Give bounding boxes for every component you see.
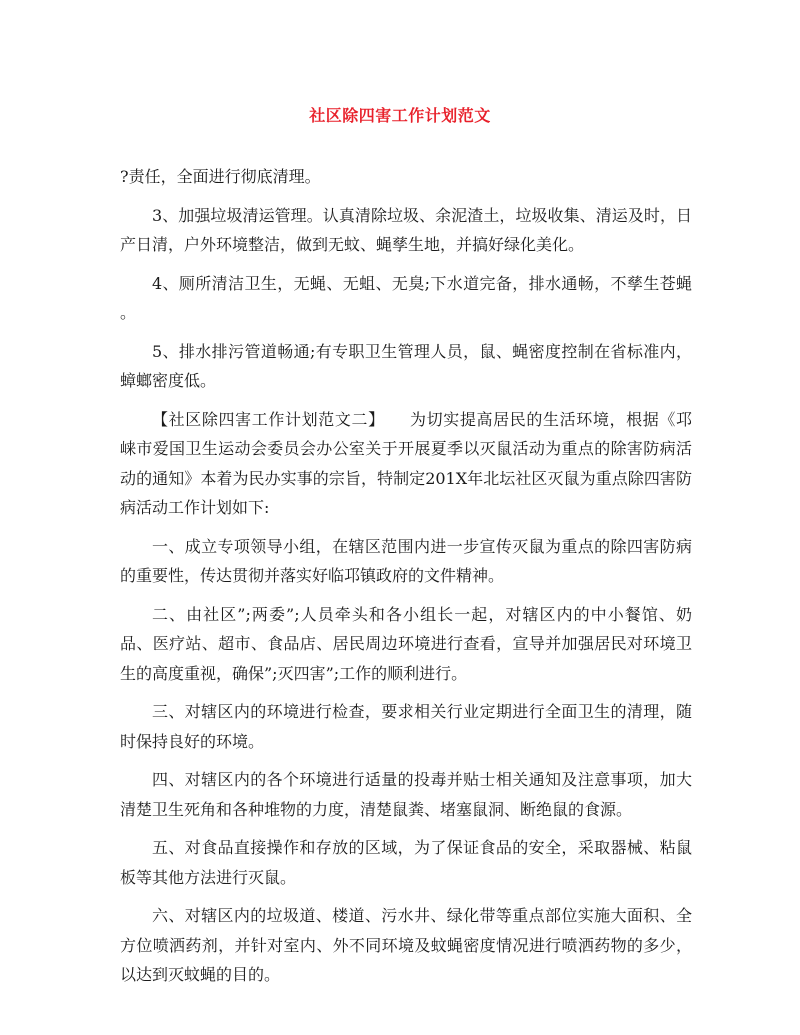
paragraph-line: 二、由社区”;两委”;人员牵头和各小组长一起，对辖区内的中小餐馆、奶 xyxy=(152,604,692,624)
paragraph xyxy=(120,600,692,689)
paragraph xyxy=(120,901,692,990)
paragraph xyxy=(120,337,692,396)
paragraph-line: 的重要性，传达贯彻并落实好临邛镇政府的文件精神。 xyxy=(120,566,505,585)
paragraph-line: 一、成立专项领导小组，在辖区范围内进一步宣传灭鼠为重点的除四害防病 xyxy=(152,536,692,556)
paragraph xyxy=(120,532,692,591)
paragraph xyxy=(120,697,692,756)
paragraph xyxy=(120,765,692,824)
paragraph-line: 4、厕所清洁卫生，无蝇、无蛆、无臭;下水道完备，排水通畅，不孳生苍蝇 xyxy=(152,273,692,293)
paragraph-line: 崃市爱国卫生运动会委员会办公室关于开展夏季以灭鼠活动为重点的除害防病活 xyxy=(120,439,692,458)
paragraph xyxy=(120,162,692,192)
paragraph-line: 。 xyxy=(120,303,137,322)
paragraph-line: 时保持良好的环境。 xyxy=(120,731,265,751)
paragraph xyxy=(120,833,692,892)
paragraph-line: 蟑螂密度低。 xyxy=(120,371,217,390)
paragraph-line: 板等其他方法进行灭鼠。 xyxy=(120,867,297,887)
paragraph-line: 四、对辖区内的各个环境进行适量的投毒并贴士相关通知及注意事项，加大 xyxy=(152,770,692,789)
paragraph xyxy=(120,201,692,260)
paragraph-line: 动的通知》本着为民办实事的宗旨，特制定201X年北坛社区灭鼠为重点除四害防 xyxy=(120,468,692,488)
paragraph xyxy=(120,269,692,328)
paragraph-line: ?责任，全面进行彻底清理。 xyxy=(120,167,321,186)
document-body xyxy=(120,162,692,999)
paragraph-line: 产日清，户外环境整洁，做到无蚊、蝇孳生地，并搞好绿化美化。 xyxy=(120,235,585,254)
paragraph-line: 3、加强垃圾清运管理。认真清除垃圾、余泥渣土，垃圾收集、清运及时，日 xyxy=(152,205,692,225)
paragraph-line: 病活动工作计划如下: xyxy=(120,498,270,517)
paragraph-line: 品、医疗站、超市、食品店、居民周边环境进行查看，宣导并加强居民对环境卫 xyxy=(120,634,692,653)
paragraph-line: 生的高度重视，确保”;灭四害”;工作的顺利进行。 xyxy=(120,663,468,683)
paragraph-line: 清楚卫生死角和各种堆物的力度，清楚鼠粪、堵塞鼠洞、断绝鼠的食源。 xyxy=(120,799,633,819)
paragraph-line: 五、对食品直接操作和存放的区域，为了保证食品的安全，采取器械、粘鼠 xyxy=(152,838,692,857)
document-title: 社区除四害工作计划范文 xyxy=(309,106,491,125)
paragraph-line: 六、对辖区内的垃圾道、楼道、污水井、绿化带等重点部位实施大面积、全 xyxy=(152,906,692,925)
paragraph-line: 三、对辖区内的环境进行检查，要求相关行业定期进行全面卫生的清理，随 xyxy=(152,702,692,721)
paragraph-line: 方位喷洒药剂，并针对室内、外不同环境及蚊蝇密度情况进行喷洒药物的多少， xyxy=(120,935,692,955)
paragraph-line: 【社区除四害工作计划范文二】 为切实提高居民的生活环境，根据《邛 xyxy=(152,409,692,429)
paragraph-line: 以达到灭蚊蝇的目的。 xyxy=(120,965,281,984)
paragraph-line: 5、排水排污管道畅通;有专职卫生管理人员，鼠、蝇密度控制在省标准内， xyxy=(152,341,692,361)
paragraph xyxy=(120,405,692,523)
